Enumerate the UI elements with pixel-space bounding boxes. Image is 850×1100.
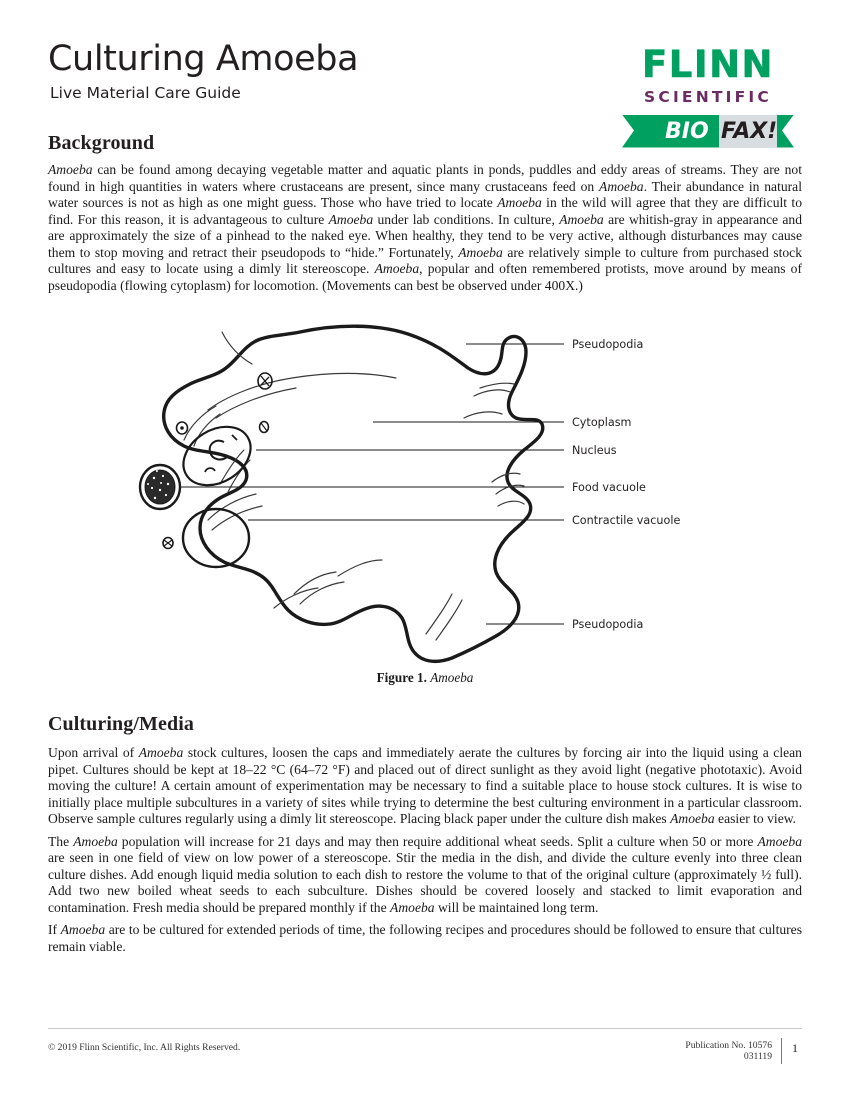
- nucleus-membrane: [173, 415, 262, 497]
- logo-banner: [622, 115, 794, 148]
- footer-publication-number: Publication No. 10576: [685, 1040, 772, 1051]
- logo-brand-flinn: FLINN: [641, 43, 775, 86]
- paragraph: Amoeba can be found among decaying vegetable matter and aquatic plants in ponds, puddles and eddy areas of streams. They are not found in high quantities in waters where crustaceans are present, since many crustaceans feed on Amoeba. Their abundance in natural water sources is not as high as one might guess. Those who have tried to locate Amoeba in the wild will agree that they are difficult to find. For this reason, it is advantageous to culture Amoeba under lab conditions. In culture, Amoeba are whitish-gray in appearance and are approximately the size of a pinhead to the naked eye. When healthy, they tend to be very active, although disturbances may cause them to stop moving and retract their pseudopods to “hide.” Fortunately, Amoeba are relatively simple to culture from purchased stock cultures and easy to locate using a dimly lit stereoscope. Amoeba, popular and often remembered protists, move around by means of pseudopodia (flowing cytoplasm) for locomotion. (Movements can best be observed under 400X.): [48, 162, 803, 293]
- footer-vertical-rule: [781, 1038, 782, 1064]
- leader-lines: [180, 344, 564, 624]
- figure-amoeba-diagram: [48, 322, 802, 692]
- paragraph: The Amoeba population will increase for 21 days and may then require additional wheat seeds. Split a culture when 50 or more Amoeba are seen in one field of view on low power of a stereoscope. Stir the media in the dish, and divide the culture evenly into three clean culture dishes. Add enough liquid media solution to each dish to restore the volume to that of the original culture (approximately ½ full). Add two new boiled wheat seeds to each subculture. Dishes should be covered loosely and stacked to limit evaporation and contamination. Fresh media should be prepared monthly if the Amoeba will be maintained long term.: [48, 833, 802, 915]
- food-vacuole-stipple: [145, 470, 175, 504]
- document-header: [48, 39, 802, 160]
- paragraph: If Amoeba are to be cultured for extended periods of time, the following recipes and procedures should be followed to ensure that cultures remain viable.: [48, 922, 803, 954]
- figure-label-cytoplasm: Cytoplasm: [572, 416, 632, 429]
- footer-revision-date: 031119: [743, 1051, 772, 1062]
- amoeba-inner-contour-lines: [184, 332, 524, 640]
- figure-label-nucleus: Nucleus: [572, 444, 617, 457]
- figure-label-contractile-vacuole: Contractile vacuole: [572, 514, 681, 527]
- logo-brand-scientific: SCIENTIFIC: [644, 88, 772, 106]
- logo-banner-fax: FAX!: [721, 118, 778, 144]
- figure-label-food-vacuole: Food vacuole: [572, 481, 646, 494]
- page-title: Culturing Amoeba: [48, 39, 359, 79]
- footer-divider-rule: [48, 1028, 802, 1029]
- logo-banner-bio: BIO: [665, 118, 709, 144]
- page-subtitle: Live Material Care Guide: [50, 84, 241, 102]
- nucleus-organelle: [173, 415, 262, 497]
- footer-page-number: 1: [792, 1041, 798, 1055]
- figure-caption-prefix: Figure 1.: [376, 670, 427, 685]
- title-block: [48, 39, 359, 102]
- paragraph: Upon arrival of Amoeba stock cultures, loosen the caps and immediately aerate the cultures by forcing air into the liquid using a clean pipet. Cultures should be kept at 18–22 °C (64–72 °F) and placed out of direct sunlight as they avoid light (negative phototaxic). Avoid moving the culture! A certain amount of experimentation may be necessary to find a suitable place to house stock cultures. It is wise to initially place multiple subcultures in a variety of sites while trying to determine the best culturing environment in a particular classroom. Observe sample cultures regularly using a dimly lit stereoscope. Placing black paper under the culture dish makes Amoeba easier to view.: [48, 745, 802, 826]
- section-heading-culturing-media: Culturing/Media: [48, 713, 194, 735]
- cytoplasm-granules: [163, 373, 272, 549]
- flinn-scientific-logo: [622, 43, 794, 158]
- section-heading-background: Background: [48, 132, 155, 154]
- figure-caption-subject: Amoeba: [430, 670, 474, 685]
- section-body-background: [48, 162, 802, 300]
- figure-label-pseudopodia-bottom: Pseudopodia: [572, 618, 644, 631]
- figure-label-pseudopodia-top: Pseudopodia: [572, 338, 644, 351]
- amoeba-illustration: [48, 322, 802, 667]
- section-body-culturing-media: [48, 745, 802, 961]
- figure-label-texts: [572, 338, 680, 631]
- footer-copyright: © 2019 Flinn Scientific, Inc. All Rights Reserved.: [48, 1042, 241, 1053]
- food-vacuole-organelle: [140, 465, 180, 509]
- document-footer: [48, 1028, 802, 1080]
- figure-caption: [48, 670, 802, 686]
- footer-publication-block: [685, 1040, 772, 1062]
- amoeba-cell-outline: [164, 326, 543, 661]
